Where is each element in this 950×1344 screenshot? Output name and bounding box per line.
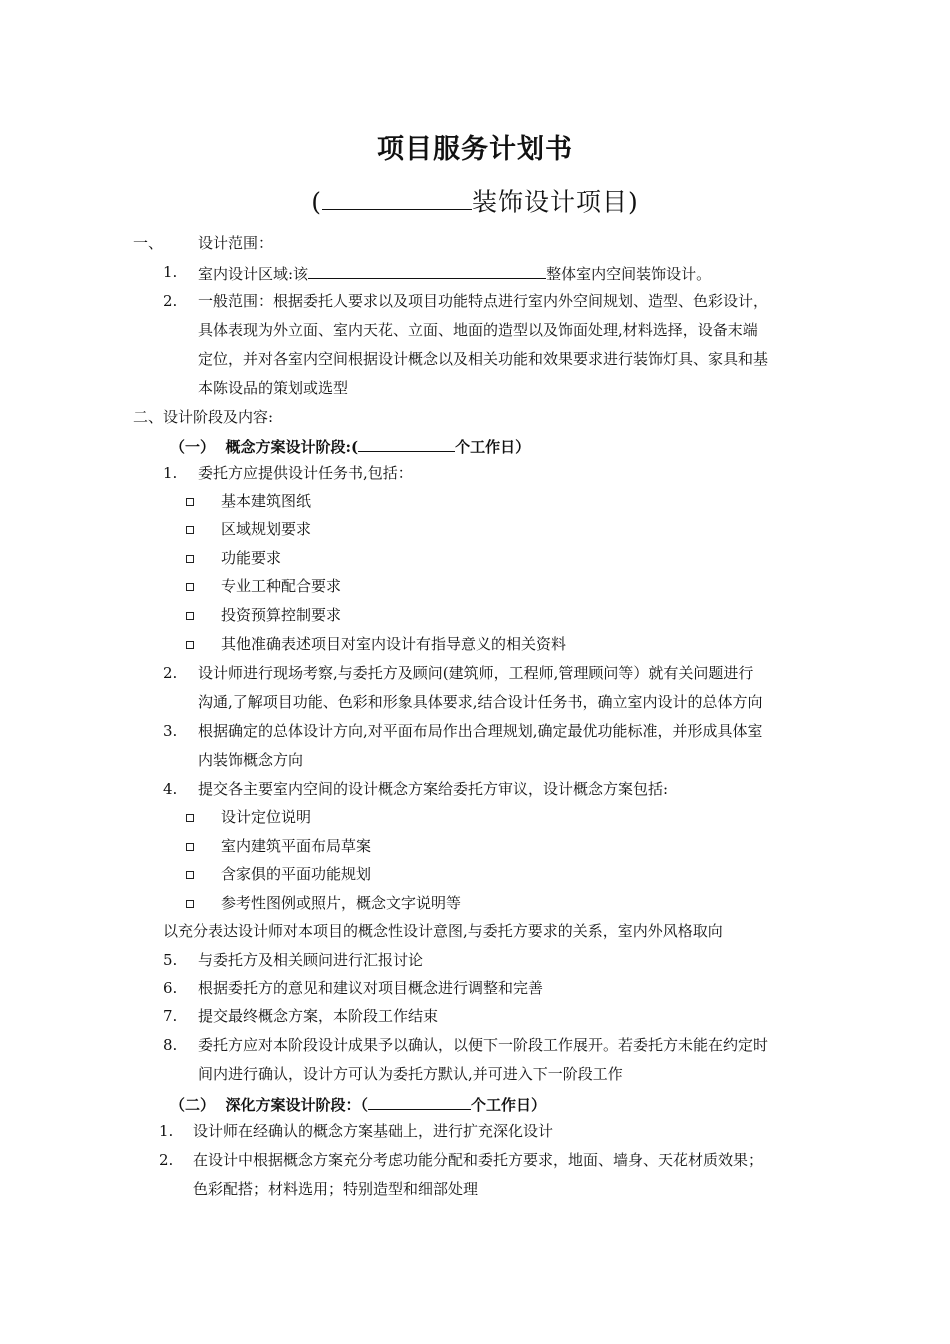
p1-item8-number: 8. bbox=[163, 1036, 178, 1054]
s1-item1-text bbox=[198, 262, 711, 284]
design-area-blank[interactable] bbox=[308, 262, 546, 279]
p1-item3-number: 3. bbox=[163, 722, 178, 740]
p1-item7-number: 7. bbox=[163, 1007, 178, 1025]
bullet-square-icon bbox=[186, 843, 194, 851]
p1-item5-number: 5. bbox=[163, 951, 178, 969]
subtitle-open-paren: ( bbox=[311, 187, 322, 217]
p2-item1-number: 1. bbox=[159, 1122, 174, 1140]
phase2-label: （二） bbox=[170, 1095, 216, 1114]
p1-item2-line: 设计师进行现场考察,与委托方及顾问(建筑师，工程师,管理顾问等）就有关问题进行 bbox=[198, 664, 754, 682]
p1-item2-line: 沟通,了解项目功能、色彩和形象具体要求,结合设计任务书，确立室内设计的总体方向 bbox=[198, 693, 763, 711]
p1-item1-number: 1. bbox=[163, 464, 178, 482]
phase2-title: 深化方案设计阶段：（ bbox=[225, 1095, 368, 1114]
phase2-suffix: 个工作日） bbox=[470, 1095, 546, 1114]
section2-heading: 二、设计阶段及内容: bbox=[133, 408, 274, 426]
bullet-square-icon bbox=[186, 641, 194, 649]
s1-item2-number: 2. bbox=[163, 292, 178, 310]
p2-item2-line: 在设计中根据概念方案充分考虑功能分配和委托方要求，地面、墙身、天花材质效果； bbox=[193, 1151, 764, 1169]
subtitle-close-paren: ) bbox=[628, 187, 639, 217]
p1-bullet4: 含家俱的平面功能规划 bbox=[221, 865, 372, 883]
phase1-label: （一） bbox=[170, 437, 216, 456]
p1-bullet: 功能要求 bbox=[221, 549, 282, 567]
p1-item8-line: 间内进行确认，设计方可认为委托方默认,并可进入下一阶段工作 bbox=[198, 1065, 623, 1083]
p1-item6-number: 6. bbox=[163, 979, 178, 997]
bullet-square-icon bbox=[186, 612, 194, 620]
s1-item2-line: 定位，并对各室内空间根据设计概念以及相关功能和效果要求进行装饰灯具、家具和基 bbox=[198, 350, 769, 368]
p1-item3-line: 根据确定的总体设计方向,对平面布局作出合理规划,确定最优功能标准，并形成具体室 bbox=[198, 722, 763, 740]
s1-item2-line: 一般范围：根据委托人要求以及项目功能特点进行室内外空间规划、造型、色彩设计， bbox=[198, 292, 769, 310]
p1-item7-text: 提交最终概念方案，本阶段工作结束 bbox=[198, 1007, 439, 1025]
phase2-days-blank[interactable] bbox=[368, 1093, 471, 1110]
document-subtitle bbox=[0, 183, 950, 218]
p1-item4-number: 4. bbox=[163, 780, 178, 798]
p1-item2-number: 2. bbox=[163, 664, 178, 682]
bullet-square-icon bbox=[186, 900, 194, 908]
bullet-square-icon bbox=[186, 555, 194, 563]
p1-item8-line: 委托方应对本阶段设计成果予以确认，以便下一阶段工作展开。若委托方未能在约定时 bbox=[198, 1036, 769, 1054]
p1-bullet4: 设计定位说明 bbox=[221, 808, 312, 826]
p1-bullet4: 室内建筑平面布局草案 bbox=[221, 837, 372, 855]
phase2-heading bbox=[170, 1093, 546, 1115]
bullet-square-icon bbox=[186, 871, 194, 879]
s1-item1-after: 整体室内空间装饰设计。 bbox=[546, 264, 712, 283]
p1-bullet4: 参考性图例或照片，概念文字说明等 bbox=[221, 894, 462, 912]
p1-item4-text: 提交各主要室内空间的设计概念方案给委托方审议，设计概念方案包括: bbox=[198, 780, 669, 798]
s1-item1-number: 1. bbox=[163, 263, 178, 281]
bullet-square-icon bbox=[186, 814, 194, 822]
section1-number: 一、 bbox=[133, 234, 164, 252]
p2-item2-line: 色彩配搭；材料选用；特别造型和细部处理 bbox=[193, 1180, 479, 1198]
p1-bullet: 投资预算控制要求 bbox=[221, 606, 342, 624]
p1-item1-text: 委托方应提供设计任务书,包括： bbox=[198, 464, 413, 482]
p2-item1-text: 设计师在经确认的概念方案基础上，进行扩充深化设计 bbox=[193, 1122, 554, 1140]
p1-note: 以充分表达设计师对本项目的概念性设计意图,与委托方要求的关系，室内外风格取向 bbox=[163, 922, 723, 940]
p1-bullet: 专业工种配合要求 bbox=[221, 577, 342, 595]
subtitle-text: 装饰设计项目 bbox=[471, 187, 628, 217]
bullet-square-icon bbox=[186, 526, 194, 534]
phase1-title: 概念方案设计阶段:( bbox=[225, 437, 359, 456]
p1-bullet: 其他准确表述项目对室内设计有指导意义的相关资料 bbox=[221, 635, 567, 653]
bullet-square-icon bbox=[186, 498, 194, 506]
p1-item3-line: 内装饰概念方向 bbox=[198, 751, 304, 769]
p1-item6-text: 根据委托方的意见和建议对项目概念进行调整和完善 bbox=[198, 979, 544, 997]
s1-item2-line: 具体表现为外立面、室内天花、立面、地面的造型以及饰面处理,材料选择，设备末端 bbox=[198, 321, 758, 339]
p1-bullet: 区域规划要求 bbox=[221, 520, 312, 538]
document-title: 项目服务计划书 bbox=[377, 134, 573, 165]
s1-item2-line: 本陈设品的策划或选型 bbox=[198, 379, 349, 397]
p2-item2-number: 2. bbox=[159, 1151, 174, 1169]
bullet-square-icon bbox=[186, 583, 194, 591]
s1-item1-before: 室内设计区域:该 bbox=[198, 264, 309, 283]
p1-bullet: 基本建筑图纸 bbox=[221, 492, 312, 510]
project-name-blank[interactable] bbox=[322, 183, 472, 210]
phase1-heading bbox=[170, 435, 530, 457]
section1-heading: 设计范围： bbox=[198, 234, 274, 252]
phase1-suffix: 个工作日） bbox=[455, 437, 531, 456]
phase1-days-blank[interactable] bbox=[358, 435, 455, 452]
p1-item5-text: 与委托方及相关顾问进行汇报讨论 bbox=[198, 951, 424, 969]
